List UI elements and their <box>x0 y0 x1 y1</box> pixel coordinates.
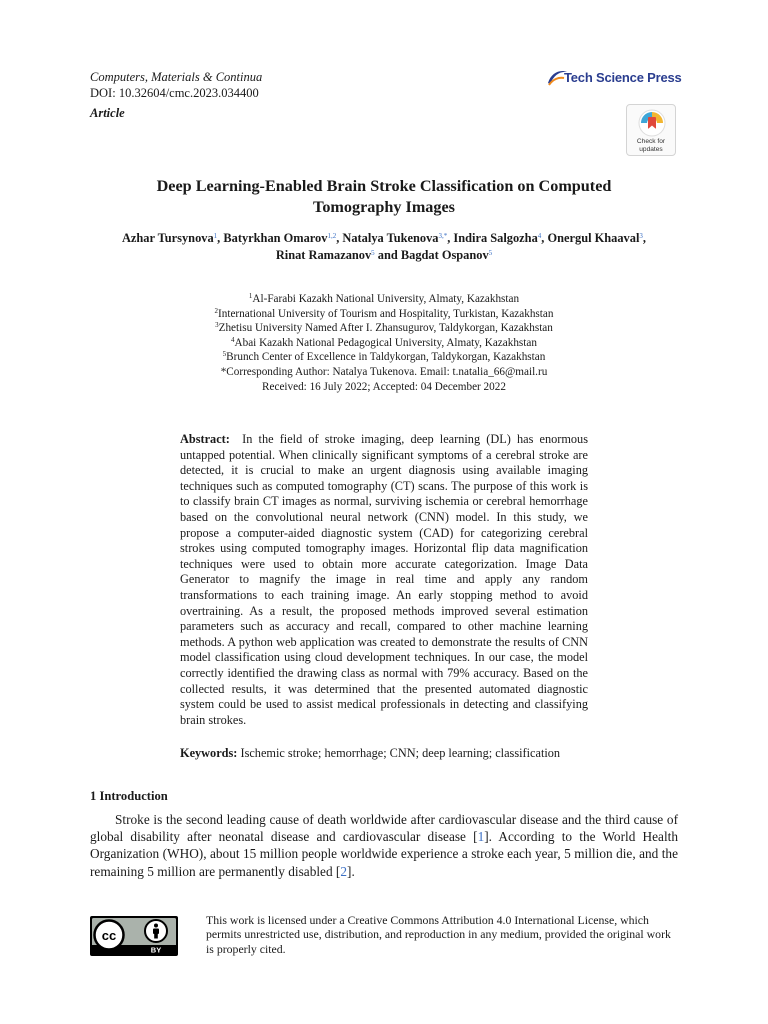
affiliations <box>150 292 618 394</box>
check-for-updates-label: Check for updates <box>636 138 666 153</box>
introduction-paragraph: Stroke is the second leading cause of death worldwide after cardiovascular disease and the third cause of global disability after neonatal disease and cardiovascular disease [1]. According to the World Health Organization (WHO), about 15 million people worldwide experience a stroke each year, 5 million die, and the remaining 5 million are permanently disabled [2]. <box>90 812 678 879</box>
doi: DOI: 10.32604/cmc.2023.034400 <box>90 86 259 100</box>
abstract <box>180 432 588 728</box>
received-accepted-dates: Received: 16 July 2022; Accepted: 04 December 2022 <box>262 380 506 393</box>
cc-by-badge[interactable] <box>90 916 178 956</box>
section-heading: 1 Introduction <box>90 789 168 803</box>
author-line-1: Azhar Tursynova$^1$, Batyrkhan Omarov$^{1,2}$, Natalya Tukenova$^{3,*}$, Indira Salgozha$^4$, Onergul Khaaval$^3$, <box>121 231 647 245</box>
author-name[interactable]: Onergul Khaaval <box>547 231 640 245</box>
check-for-updates-badge[interactable] <box>626 104 676 156</box>
cc-icon <box>95 921 124 950</box>
keywords-label: Keywords: <box>180 746 238 760</box>
svg-text:cc: cc <box>101 928 117 943</box>
author-affiliation-mark[interactable]: 1,2 <box>327 232 337 240</box>
author-name[interactable]: Rinat Ramazanov <box>275 248 372 262</box>
author-name[interactable]: Azhar Tursynova <box>121 231 214 245</box>
cc-by-label: BY <box>150 945 162 955</box>
author-line-2: Rinat Ramazanov$^5$ and Bagdat Ospanov$^5$ <box>275 248 493 262</box>
author-name[interactable]: Indira Salgozha <box>453 231 538 245</box>
citation-link[interactable]: 2 <box>340 863 348 879</box>
publisher-logo[interactable] <box>546 67 682 89</box>
author-name[interactable]: Bagdat Ospanov <box>400 248 489 262</box>
keywords <box>180 745 600 761</box>
crossmark-icon <box>638 109 666 137</box>
keywords-text: Ischemic stroke; hemorrhage; CNN; deep learning; classification <box>240 746 561 760</box>
author-affiliation-mark[interactable]: 3 <box>639 232 643 240</box>
affiliation: $^1$Al-Farabi Kazakh National University, Almaty, Kazakhstan <box>248 292 520 305</box>
attribution-icon <box>145 920 167 942</box>
abstract-label: Abstract: <box>180 432 230 446</box>
author-name[interactable]: Natalya Tukenova <box>342 231 439 245</box>
affiliation: $^4$Abai Kazakh National Pedagogical University, Almaty, Kazakhstan <box>231 335 537 349</box>
journal-name: Computers, Materials & Continua <box>90 70 263 84</box>
publisher-name: Tech Science Press <box>564 70 682 85</box>
affiliation: $^3$Zhetisu University Named After I. Zhansugurov, Taldykorgan, Kazakhstan <box>215 321 553 335</box>
article-type: Article <box>90 106 125 120</box>
author-affiliation-mark[interactable]: 1 <box>213 232 218 240</box>
citation-link[interactable]: 1 <box>477 829 485 845</box>
author-affiliation-mark[interactable]: 3,* <box>438 232 448 240</box>
author-list <box>80 230 688 264</box>
author-affiliation-mark[interactable]: 5 <box>488 249 493 257</box>
license-statement: This work is licensed under a Creative Commons Attribution 4.0 International License, which permits unrestricted use, distribution, and reproduction in any medium, provided the original work is properly cited. <box>206 913 671 956</box>
author-affiliation-mark[interactable]: 4 <box>537 232 542 240</box>
author-affiliation-mark[interactable]: 5 <box>371 249 375 257</box>
affiliation: $^2$International University of Tourism and Hospitality, Turkistan, Kazakhstan <box>214 306 554 320</box>
author-name[interactable]: Batyrkhan Omarov <box>223 231 328 245</box>
paper-title: Deep Learning-Enabled Brain Stroke Classification on Computed Tomography Images <box>156 177 612 216</box>
affiliation: $^5$Brunch Center of Excellence in Taldykorgan, Taldykorgan, Kazakhstan <box>222 350 546 364</box>
corresponding-author: *Corresponding Author: Natalya Tukenova. Email: t.natalia_66@mail.ru <box>220 365 548 378</box>
abstract-text: In the field of stroke imaging, deep learning (DL) has enormous untapped potential. When clinically significant symptoms of a cerebral stroke are detected, it is crucial to make an urgent diagnosis using available imaging techniques such as computed tomography (CT) scans. The purpose of this work is to classify brain CT images as normal, surviving ischemia or cerebral hemorrhage based on the convolutional neural network (CNN) model. In this study, we propose a computer-aided diagnostic system (CAD) for categorizing cerebral strokes using computed tomography images. Horizontal flip data magnification techniques were used to obtain more accurate categorization. Image Data Generator to magnify the image in real time and apply any random transformations to each training image. An early stopping method to avoid overtraining. As a result, the proposed methods improved several estimation parameters such as accuracy and recall, compared to other machine learning methods. A python web application was created to demonstrate the results of CNN model classification using cloud development techniques. In our case, the model correctly identified the drawing class as normal with 79% accuracy. Based on the collected results, it was determined that the presented automated diagnostic system could be used to assist medical professionals in detecting and classifying brain strokes. <box>180 432 588 727</box>
